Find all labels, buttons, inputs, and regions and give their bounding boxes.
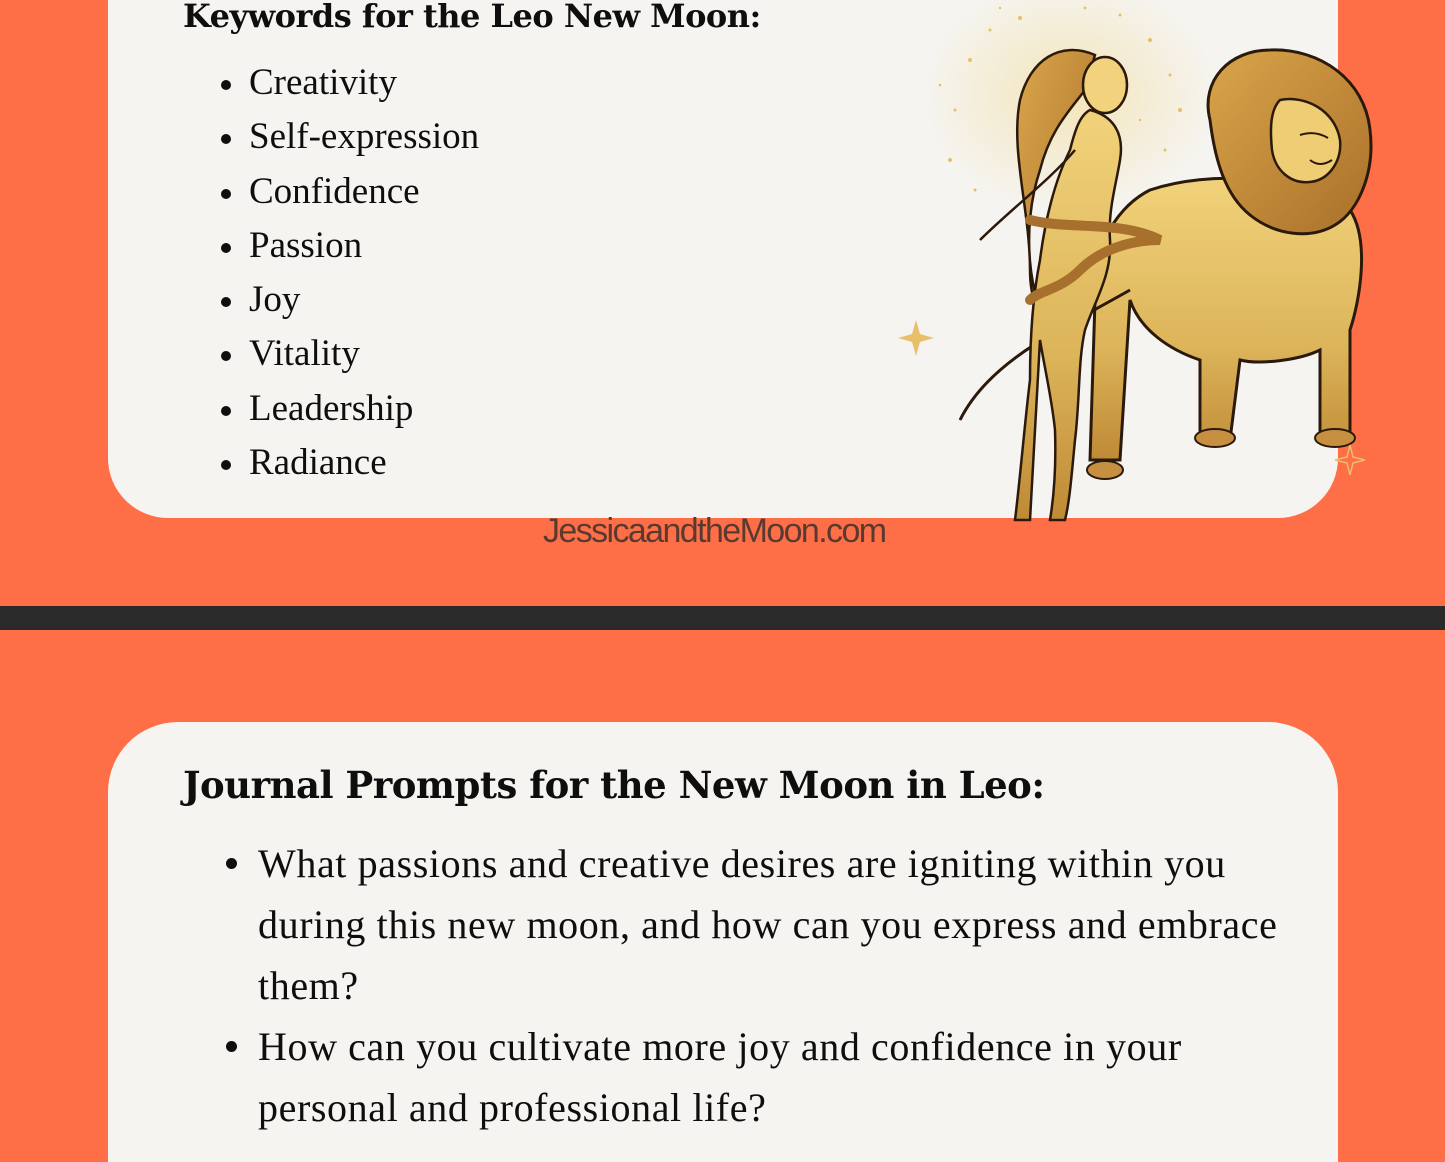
keyword-item: Leadership: [218, 382, 479, 436]
keyword-item: Passion: [218, 219, 479, 273]
journal-prompts-list: [222, 833, 1292, 1138]
journal-prompt-item: What passions and creative desires are igniting within you during this new moon, and how can you express and embrace them?: [222, 833, 1292, 1016]
keyword-item: Radiance: [218, 436, 479, 490]
keywords-heading: Keywords for the Leo New Moon:: [183, 0, 761, 35]
keyword-item: Creativity: [218, 56, 479, 110]
woman-and-lion-illustration-icon: [880, 0, 1400, 560]
keyword-item: Confidence: [218, 165, 479, 219]
keywords-list: [218, 56, 479, 490]
site-url: JessicaandtheMoon.com: [543, 512, 886, 550]
keyword-item: Vitality: [218, 327, 479, 381]
keyword-item: Self-expression: [218, 110, 479, 164]
keyword-item: Joy: [218, 273, 479, 327]
journal-prompt-item: How can you cultivate more joy and confidence in your personal and professional life?: [222, 1016, 1292, 1138]
section-divider: [0, 606, 1445, 630]
journal-heading: Journal Prompts for the New Moon in Leo:: [183, 763, 1045, 807]
